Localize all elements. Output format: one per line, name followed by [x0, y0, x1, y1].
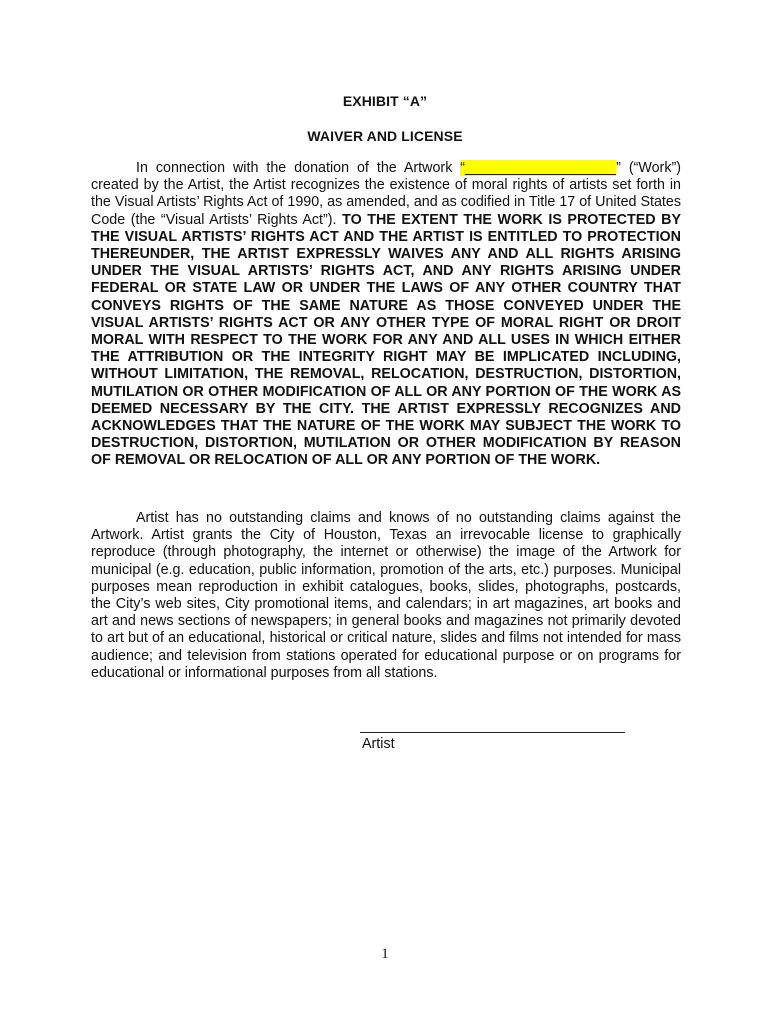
section-title: WAIVER AND LICENSE: [307, 128, 463, 144]
waiver-body-text: ” (“Work”) created by the Artist, the Artist recognizes the existence of moral rights of artists set forth in the Visual Artists’ Rights Act of 1990, as amended, and as codified in Title 17 of United States Code (the “Visual Artists’ Rights Act”).: [91, 160, 681, 228]
waiver-lead-text: In connection with the donation of the Artwork: [136, 160, 461, 176]
license-paragraph: Artist has no outstanding claims and knows of no outstanding claims against the Artwork. Artist grants the City of Houston, Texas an irrevocable license to graphically reproduce (through photography, the internet or otherwise) the image of the Artwork for municipal (e.g. education, public information, promotion of the arts, etc.) purposes. Municipal purposes mean reproduction in exhibit catalogues, books, slides, photographs, postcards, the City’s web sites, City promotional items, and calendars; in art magazines, art books and art and news sections of newspapers; in general books and magazines not primarily devoted to art but of an educational, historical or critical nature, slides and films not intended for mass audience; and television from stations operated for educational purpose or on programs for educational or informational purposes from all stations.: [91, 510, 681, 681]
exhibit-title: EXHIBIT “A”: [342, 93, 428, 109]
page-number: 1: [381, 946, 389, 962]
waiver-caps-text: TO THE EXTENT THE WORK IS PROTECTED BY THE VISUAL ARTISTS’ RIGHTS ACT AND THE ARTIST IS ENTITLED TO PROTECTION THEREUNDER, THE ARTIST EXPRESSLY WAIVES ANY AND ALL RIGHTS ARISING UNDER THE VISUAL ARTISTS’ RIGHTS ACT, AND ANY RIGHTS ARISING UNDER FEDERAL OR STATE LAW OR UNDER THE LAWS OF ANY OTHER COUNTRY THAT CONVEYS RIGHTS OF THE SAME NATURE AS THOSE CONVEYED UNDER THE VISUAL ARTISTS’ RIGHTS ACT OR ANY OTHER TYPE OF MORAL RIGHT OR DROIT MORAL WITH RESPECT TO THE WORK FOR ANY AND ALL USES IN WHICH EITHER THE ATTRIBUTION OR THE INTEGRITY RIGHT MAY BE IMPLICATED INCLUDING, WITHOUT LIMITATION, THE REMOVAL, RELOCATION, DESTRUCTION, DISTORTION, MUTILATION OR OTHER MODIFICATION OF ALL OR ANY PORTION OF THE WORK AS DEEMED NECESSARY BY THE CITY. THE ARTIST EXPRESSLY RECOGNIZES AND ACKNOWLEDGES THAT THE NATURE OF THE WORK MAY SUBJECT THE WORK TO DESTRUCTION, DISTORTION, MUTILATION OR OTHER MODIFICATION BY REASON OF REMOVAL OR RELOCATION OF ALL OR ANY PORTION OF THE WORK.: [91, 211, 682, 469]
signature-line: [360, 732, 625, 733]
waiver-paragraph: [91, 160, 681, 470]
artwork-name-blank: “___________________: [460, 160, 617, 176]
signature-label: Artist: [362, 736, 395, 752]
